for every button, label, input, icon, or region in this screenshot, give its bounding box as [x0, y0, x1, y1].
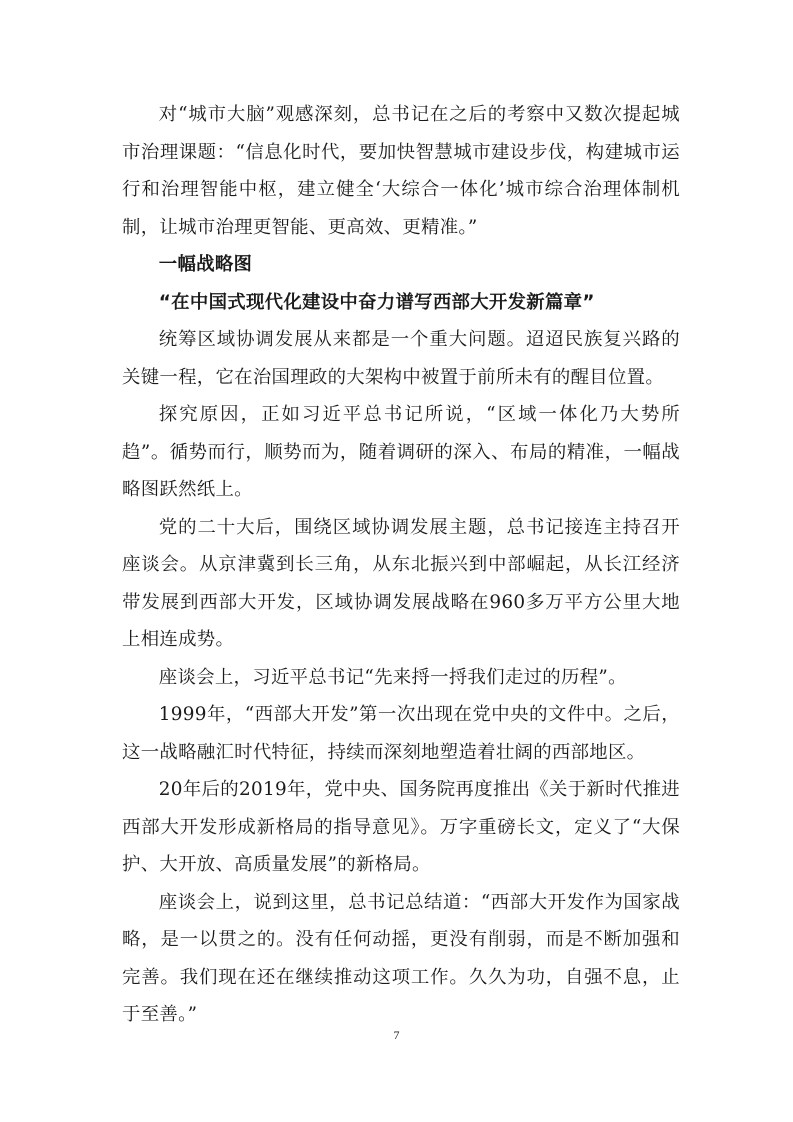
page-number: 7 — [393, 1028, 400, 1042]
paragraph-integration-trend: 探究原因，正如习近平总书记所说，“区域一体化乃大势所趋”。循势而行，顺势而为，随着调研的深入、布局的精准，一幅战略图跃然纸上。 — [122, 404, 680, 500]
paragraph-conclusion: 座谈会上，说到这里，总书记总结道：“西部大开发作为国家战略，是一以贯之的。没有任何动摇，更没有削弱，而是不断加强和完善。我们现在还在继续推动这项工作。久久为功，自强不息，止于至善。” — [122, 891, 680, 1025]
section-subheading: “在中国式现代化建设中奋力谱写西部大开发新篇章” — [158, 291, 595, 313]
paragraph-symposiums: 党的二十大后，围绕区域协调发展主题，总书记接连主持召开座谈会。从京津冀到长三角，从东北振兴到中部崛起，从长江经济带发展到西部大开发，区域协调发展战略在960多万平方公里大地上相连成势。 — [122, 516, 680, 650]
document-body — [122, 96, 680, 1034]
paragraph-review-history: 座谈会上，习近平总书记“先来捋一捋我们走过的历程”。 — [158, 666, 627, 688]
paragraph-regional-coordination: 统筹区域协调发展从来都是一个重大问题。迢迢民族复兴路的关键一程，它在治国理政的大架构中被置于前所未有的醒目位置。 — [122, 329, 680, 388]
paragraph-1999: 1999年，“西部大开发”第一次出现在党中央的文件中。之后，这一战略融汇时代特征，持续而深刻地塑造着壮阔的西部地区。 — [122, 704, 680, 763]
paragraph-city-brain: 对“城市大脑”观感深刻，总书记在之后的考察中又数次提起城市治理课题：“信息化时代，要加快智慧城市建设步伐，构建城市运行和治理智能中枢，建立健全‘大综合一体化’城市综合治理体制机制，让城市治理更智能、更高效、更精准。” — [122, 104, 680, 238]
paragraph-2019: 20年后的2019年，党中央、国务院再度推出《关于新时代推进西部大开发形成新格局的指导意见》。万字重磅长文，定义了“大保护、大开放、高质量发展”的新格局。 — [122, 779, 680, 875]
section-heading: 一幅战略图 — [158, 254, 253, 275]
